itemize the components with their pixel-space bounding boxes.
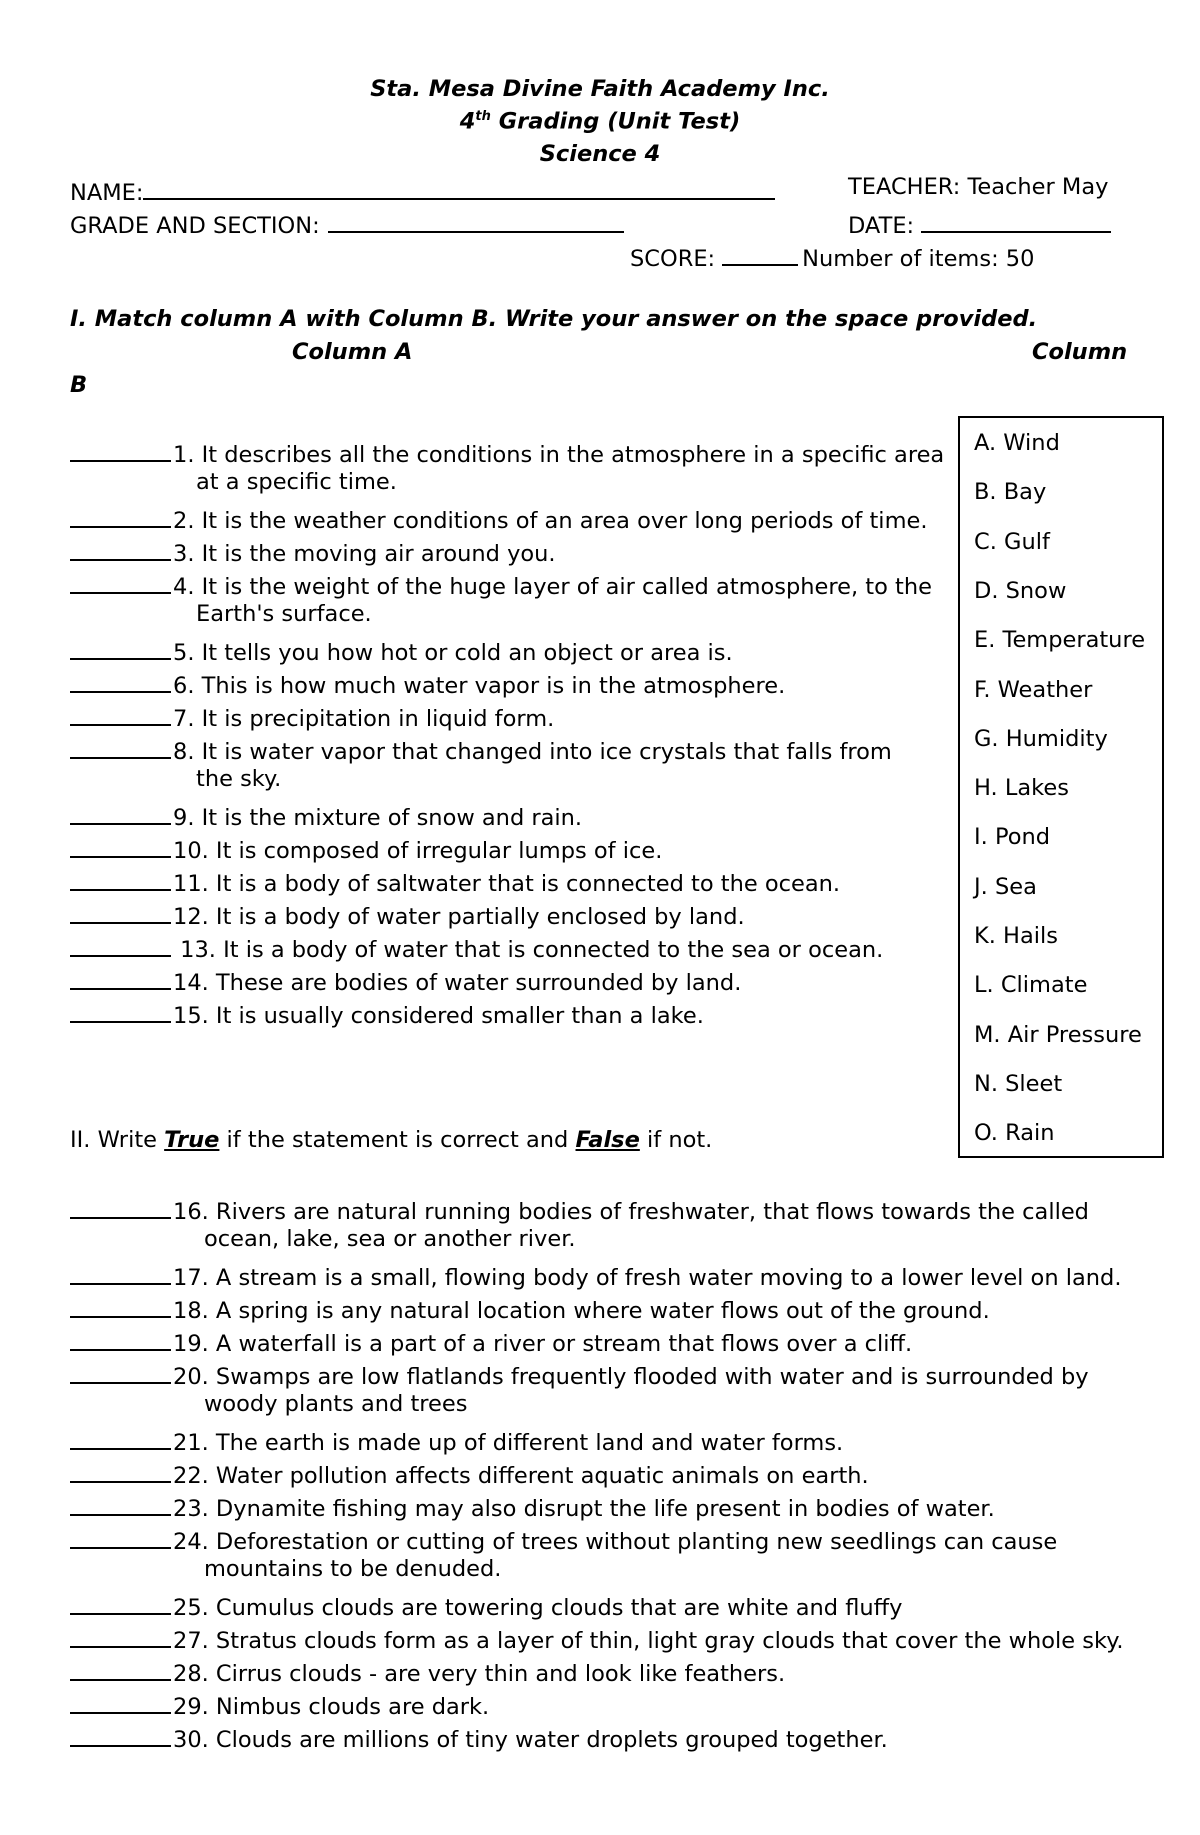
answer-blank[interactable]: [70, 1525, 171, 1549]
answer-blank[interactable]: [70, 1492, 171, 1516]
answer-blank[interactable]: [70, 966, 171, 990]
question-text: 25. Cumulus clouds are towering clouds that are white and fluffy: [173, 1595, 903, 1621]
question-text: 17. A stream is a small, flowing body of fresh water moving to a lower level on land.: [173, 1265, 1122, 1291]
subject-title: Science 4: [539, 141, 661, 167]
question-text: 20. Swamps are low flatlands frequently flooded with water and is surrounded by: [173, 1364, 1089, 1390]
question-text: 22. Water pollution affects different aquatic animals on earth.: [173, 1463, 869, 1489]
part1-question-12: [70, 900, 745, 929]
answer-blank[interactable]: [70, 834, 171, 858]
grade-section-field[interactable]: GRADE AND SECTION:: [70, 209, 624, 238]
answer-blank[interactable]: [70, 1723, 171, 1747]
answer-blank[interactable]: [70, 933, 171, 957]
answer-blank[interactable]: [70, 999, 171, 1023]
part2-question-10: [70, 1591, 903, 1620]
choice-item: F. Weather: [974, 676, 1093, 703]
answer-blank[interactable]: [70, 636, 171, 660]
choice-item: J. Sea: [974, 873, 1037, 900]
question-text: 24. Deforestation or cutting of trees without planting new seedlings can cause: [173, 1529, 1058, 1555]
part1-instruction: I. Match column A with Column B. Write your answer on the space provided.: [70, 306, 1038, 332]
choice-item: B. Bay: [974, 479, 1047, 506]
part1-question-6: [70, 669, 785, 698]
part2-question-7: [70, 1459, 869, 1488]
part1-question-14: [70, 966, 741, 995]
question-text: 21. The earth is made up of different land and water forms.: [173, 1430, 844, 1456]
part2-question-3: [70, 1294, 990, 1323]
choice-item: D. Snow: [974, 577, 1067, 604]
answer-blank[interactable]: [70, 801, 171, 825]
question-text: 13. It is a body of water that is connected to the sea or ocean.: [173, 937, 884, 963]
question-text-continued: Earth's surface.: [196, 601, 372, 627]
question-text: 23. Dynamite fishing may also disrupt the life present in bodies of water.: [173, 1496, 995, 1522]
answer-blank[interactable]: [70, 1624, 171, 1648]
question-text: 8. It is water vapor that changed into ice crystals that falls from: [173, 739, 892, 765]
part2-question-11: [70, 1624, 1124, 1653]
question-text: 5. It tells you how hot or cold an object or area is.: [173, 640, 733, 666]
number-of-items: Number of items: 50: [802, 246, 1035, 272]
date-field[interactable]: DATE:: [848, 209, 1111, 238]
choice-item: H. Lakes: [974, 775, 1069, 802]
part2-question-13: [70, 1690, 489, 1719]
answer-blank[interactable]: [70, 1261, 171, 1285]
question-text: 1. It describes all the conditions in the atmosphere in a specific area: [173, 442, 945, 468]
answer-blank[interactable]: [70, 570, 171, 594]
answer-blank[interactable]: [70, 900, 171, 924]
question-text: 4. It is the weight of the huge layer of air called atmosphere, to the: [173, 574, 932, 600]
answer-blank[interactable]: [70, 1591, 171, 1615]
part2-question-14: [70, 1723, 888, 1752]
question-text: 30. Clouds are millions of tiny water droplets grouped together.: [173, 1727, 888, 1753]
answer-blank[interactable]: [70, 702, 171, 726]
choice-item: E. Temperature: [974, 627, 1146, 654]
question-text-continued: woody plants and trees: [204, 1391, 468, 1417]
part1-question-13: [70, 933, 883, 962]
column-b-heading: Column: [1032, 339, 1128, 365]
question-text: 29. Nimbus clouds are dark.: [173, 1694, 490, 1720]
choice-item: A. Wind: [974, 430, 1060, 456]
part1-question-10: [70, 834, 662, 863]
part1-question-7: [70, 702, 554, 731]
question-text: 16. Rivers are natural running bodies of freshwater, that flows towards the called: [173, 1199, 1089, 1225]
name-field[interactable]: NAME:: [70, 176, 775, 205]
part2-question-8: [70, 1492, 995, 1521]
question-text: 28. Cirrus clouds - are very thin and look like feathers.: [173, 1661, 786, 1687]
part1-question-8: [70, 735, 892, 764]
part2-question-1: [70, 1195, 1089, 1224]
question-text-continued: the sky.: [196, 766, 282, 792]
question-text: 12. It is a body of water partially enclosed by land.: [173, 904, 745, 930]
answer-blank[interactable]: [70, 867, 171, 891]
part2-instruction: II. Write True if the statement is correct and False if not.: [70, 1127, 713, 1153]
choice-item: G. Humidity: [974, 725, 1108, 752]
question-text: 27. Stratus clouds form as a layer of thin, light gray clouds that cover the whole sky.: [173, 1628, 1124, 1654]
score-field[interactable]: SCORE: Number of items: 50: [630, 242, 1034, 271]
answer-blank[interactable]: [70, 504, 171, 528]
part2-question-9: [70, 1525, 1057, 1554]
school-name: Sta. Mesa Divine Faith Academy Inc.: [370, 76, 830, 102]
choice-item: L. Climate: [974, 972, 1088, 999]
part2-question-12: [70, 1657, 785, 1686]
column-a-heading: Column A: [292, 339, 413, 365]
answer-blank[interactable]: [70, 1690, 171, 1714]
answer-blank[interactable]: [70, 537, 171, 561]
answer-blank[interactable]: [70, 438, 171, 462]
question-text: 18. A spring is any natural location where water flows out of the ground.: [173, 1298, 990, 1324]
question-text: 10. It is composed of irregular lumps of ice.: [173, 838, 663, 864]
part2-question-5: [70, 1360, 1089, 1389]
teacher-label: TEACHER: Teacher May: [848, 174, 1109, 200]
question-text: 15. It is usually considered smaller than a lake.: [173, 1003, 704, 1029]
question-text: 11. It is a body of saltwater that is connected to the ocean.: [173, 871, 841, 897]
answer-blank[interactable]: [70, 1459, 171, 1483]
part1-question-11: [70, 867, 840, 896]
answer-blank[interactable]: [70, 735, 171, 759]
part2-question-4: [70, 1327, 912, 1356]
choice-item: N. Sleet: [974, 1070, 1063, 1097]
question-text: 7. It is precipitation in liquid form.: [173, 706, 555, 732]
part1-question-5: [70, 636, 733, 665]
answer-blank[interactable]: [70, 669, 171, 693]
question-text: 2. It is the weather conditions of an area over long periods of time.: [173, 508, 928, 534]
part1-question-9: [70, 801, 582, 830]
answer-blank[interactable]: [70, 1657, 171, 1681]
answer-blank[interactable]: [70, 1426, 171, 1450]
question-text: 3. It is the moving air around you.: [173, 541, 556, 567]
choice-item: C. Gulf: [974, 528, 1050, 555]
part2-question-6: [70, 1426, 843, 1455]
choice-item: M. Air Pressure: [974, 1021, 1142, 1048]
choice-item: K. Hails: [974, 923, 1058, 949]
column-b-heading-wrap: B: [70, 372, 88, 398]
question-text: 6. This is how much water vapor is in the atmosphere.: [173, 673, 786, 699]
column-b-choices: [958, 416, 1164, 1158]
question-text-continued: at a specific time.: [196, 469, 397, 495]
answer-blank[interactable]: [70, 1195, 171, 1219]
part2-question-2: [70, 1261, 1121, 1290]
choice-item: I. Pond: [974, 824, 1051, 851]
answer-blank[interactable]: [70, 1294, 171, 1318]
question-text: 9. It is the mixture of snow and rain.: [173, 805, 583, 831]
part1-question-4: [70, 570, 932, 599]
choice-item: O. Rain: [974, 1120, 1055, 1147]
question-text-continued: ocean, lake, sea or another river.: [204, 1226, 576, 1252]
question-text-continued: mountains to be denuded.: [204, 1556, 502, 1582]
question-text: 14. These are bodies of water surrounded by land.: [173, 970, 742, 996]
part1-question-2: [70, 504, 927, 533]
question-text: 19. A waterfall is a part of a river or stream that flows over a cliff.: [173, 1331, 913, 1357]
answer-blank[interactable]: [70, 1327, 171, 1351]
grading-title: 4th Grading (Unit Test): [459, 108, 741, 135]
answer-blank[interactable]: [70, 1360, 171, 1384]
part1-question-15: [70, 999, 704, 1028]
part1-question-3: [70, 537, 556, 566]
part1-question-1: [70, 438, 944, 467]
